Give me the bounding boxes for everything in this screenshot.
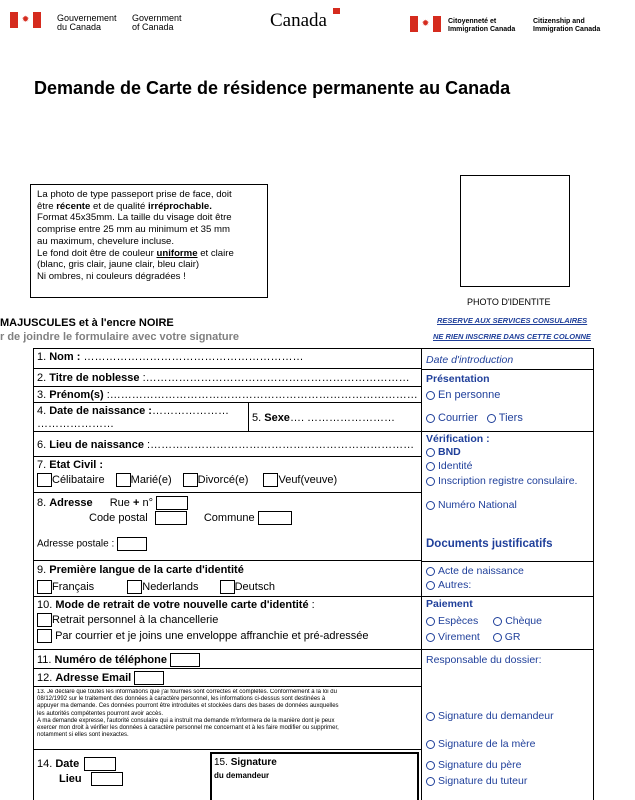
radio-icon bbox=[426, 712, 435, 721]
gov-fr: Gouvernement du Canada bbox=[57, 13, 117, 32]
checkbox-widowed[interactable] bbox=[263, 473, 278, 487]
dept-fr: Citoyenneté et Immigration Canada bbox=[448, 18, 516, 33]
radio-icon bbox=[426, 567, 435, 576]
email-input[interactable] bbox=[134, 671, 164, 685]
radio-gr[interactable]: GR bbox=[493, 631, 521, 643]
radio-in-person[interactable]: En personne bbox=[426, 389, 500, 401]
radio-icon bbox=[426, 617, 435, 626]
radio-icon bbox=[426, 501, 435, 510]
check-sig-applicant[interactable]: Signature du demandeur bbox=[426, 710, 554, 722]
date-introduction: Date d'introduction bbox=[426, 354, 514, 366]
right-line bbox=[422, 431, 594, 432]
postal-commune: Code postal Commune bbox=[89, 511, 292, 525]
checkbox-divorced[interactable] bbox=[183, 473, 198, 487]
caps-note: MAJUSCULES et à l'encre NOIRE bbox=[0, 317, 174, 329]
right-line bbox=[422, 369, 594, 370]
field-birth-place[interactable]: 6. Lieu de naissance :……………………………………………………………… bbox=[37, 439, 415, 451]
flag-right bbox=[410, 16, 441, 32]
field-phone: 11. Numéro de téléphone bbox=[37, 653, 200, 667]
signature-sub: du demandeur bbox=[214, 771, 270, 780]
check-identity[interactable]: Identité bbox=[426, 460, 472, 472]
radio-cash[interactable]: Espèces bbox=[426, 615, 478, 627]
field-civil-status: 7. Etat Civil : bbox=[37, 459, 104, 471]
radio-icon bbox=[426, 633, 435, 642]
check-national-number[interactable]: Numéro National bbox=[426, 499, 517, 511]
pickup-option-1: Retrait personnel à la chancellerie bbox=[37, 613, 218, 627]
radio-icon bbox=[493, 633, 502, 642]
right-column-top bbox=[421, 348, 594, 349]
postal-address-input[interactable] bbox=[117, 537, 147, 551]
postal-code-input[interactable] bbox=[155, 511, 187, 525]
reserve-note: RESERVE AUX SERVICES CONSULAIRES bbox=[437, 316, 588, 325]
check-consular-register[interactable]: Inscription registre consulaire. bbox=[426, 475, 577, 487]
photo-label: PHOTO D'IDENTITE bbox=[467, 297, 551, 307]
language-options: Français Nederlands Deutsch bbox=[37, 580, 275, 594]
checkbox-personal-pickup[interactable] bbox=[37, 613, 52, 627]
radio-transfer[interactable]: Virement bbox=[426, 631, 480, 643]
radio-icon bbox=[426, 391, 435, 400]
payment-header: Paiement bbox=[426, 598, 473, 610]
nothing-note: NE RIEN INSCRIRE DANS CETTE COLONNE bbox=[433, 332, 591, 341]
signature-note: r de joindre le formulaire avec votre signature bbox=[0, 331, 240, 343]
checkbox-german[interactable] bbox=[220, 580, 235, 594]
dept-en: Citizenship and Immigration Canada bbox=[533, 18, 601, 33]
radio-icon bbox=[493, 617, 502, 626]
checkbox-french[interactable] bbox=[37, 580, 52, 594]
field-email: 12. Adresse Email bbox=[37, 671, 164, 685]
radio-third-party[interactable]: Tiers bbox=[487, 412, 523, 424]
right-line bbox=[422, 596, 594, 597]
field-date: 14. Date bbox=[37, 757, 116, 771]
radio-cheque[interactable]: Chèque bbox=[493, 615, 542, 627]
field-4-5-divider bbox=[248, 403, 249, 432]
radio-icon bbox=[426, 414, 435, 423]
right-column-border bbox=[593, 348, 594, 800]
radio-icon bbox=[426, 477, 435, 486]
wordmark-flag-icon bbox=[333, 8, 340, 14]
payment-row-1 bbox=[426, 615, 542, 627]
field-place: Lieu bbox=[59, 772, 123, 786]
checkbox-married[interactable] bbox=[116, 473, 131, 487]
field-address: 8. Adresse Rue + n° bbox=[37, 496, 188, 510]
check-sig-mother[interactable]: Signature de la mère bbox=[426, 738, 535, 750]
flag-left bbox=[10, 12, 41, 28]
field-birth-date[interactable]: 4. Date de naissance :………………… bbox=[37, 405, 229, 417]
check-other[interactable]: Autres: bbox=[426, 579, 471, 591]
field-pickup-mode: 10. Mode de retrait de votre nouvelle carte d'identité : bbox=[37, 599, 315, 611]
checkbox-dutch[interactable] bbox=[127, 580, 142, 594]
field-birth-date-cont: ………………… bbox=[37, 418, 114, 430]
civil-status-options: Célibataire Marié(e) Divorcé(e) Veuf(veuve) bbox=[37, 473, 337, 487]
field-name[interactable]: 1. Nom : …………………………………………………… bbox=[37, 351, 304, 363]
street-number-input[interactable] bbox=[156, 496, 188, 510]
documents-header: Documents justificatifs bbox=[426, 538, 553, 550]
maple-leaf-icon: ✹ bbox=[421, 18, 430, 28]
field-noble-title[interactable]: 2. Titre de noblesse :……………………………………………………………… bbox=[37, 372, 410, 384]
check-sig-father[interactable]: Signature du père bbox=[426, 759, 521, 771]
radio-icon bbox=[426, 581, 435, 590]
checkbox-mail-pickup[interactable] bbox=[37, 629, 52, 643]
page-title: Demande de Carte de résidence permanente au Canada bbox=[34, 78, 511, 98]
radio-icon bbox=[487, 414, 496, 423]
date-input[interactable] bbox=[84, 757, 116, 771]
case-officer: Responsable du dossier: bbox=[426, 654, 542, 666]
declaration-text: 13. Je déclare que toutes les informations que j'ai fournies sont correctes et complètes. Conformément à la loi du 08/12/1992 sur le traitement des données à caractère personnel, les informations ci-dessus sont destinées à appuyer ma demande. Ces données pourront être introduites et stockées dans des bases de données auxquelles les autorités compétentes pourront avoir accès. A ma demande expresse, l'autorité consulaire qui a instruit ma demande m'informera de la manière dont je peux exercer mon droit à vérifier les données à caractère personnel me concernant et à les faire modifier ou supprimer, notamment si elles sont inexactes. bbox=[37, 689, 339, 739]
radio-icon bbox=[426, 462, 435, 471]
check-bnd[interactable]: BND bbox=[426, 446, 461, 458]
field-language: 9. Première langue de la carte d'identité bbox=[37, 564, 244, 576]
gov-en: Government of Canada bbox=[132, 13, 182, 32]
field-first-names[interactable]: 3. Prénom(s) :………………………………………………………………………… bbox=[37, 389, 418, 401]
maple-leaf-icon: ✹ bbox=[21, 14, 30, 24]
radio-mail[interactable]: Courrier bbox=[426, 412, 478, 424]
commune-input[interactable] bbox=[258, 511, 292, 525]
check-sig-guardian[interactable]: Signature du tuteur bbox=[426, 775, 527, 787]
radio-icon bbox=[426, 740, 435, 749]
right-line bbox=[422, 561, 594, 562]
photo-frame[interactable] bbox=[460, 175, 570, 287]
radio-icon bbox=[426, 777, 435, 786]
payment-row-2 bbox=[426, 631, 521, 643]
field-signature: 15. Signature bbox=[214, 757, 277, 768]
check-birth-cert[interactable]: Acte de naissance bbox=[426, 565, 524, 577]
canada-wordmark: Canada bbox=[270, 10, 327, 31]
photo-instructions: La photo de type passeport prise de face, doit être récente et de qualité irréprochable. Format 45x35mm. La taille du visage doit être comprise entre 25 mm au minimum et 35 mm au maximum, chevelure incluse. Le fond doit être de couleur uniforme et claire (blanc, gris clair, jaune clair, bleu clair) Ni ombres, ni couleurs dégradées ! bbox=[30, 184, 268, 298]
place-input[interactable] bbox=[91, 772, 123, 786]
presentation-header: Présentation bbox=[426, 373, 490, 385]
pickup-option-2: Par courrier et je joins une enveloppe affranchie et pré-adressée bbox=[37, 629, 369, 643]
right-line bbox=[422, 649, 594, 650]
phone-input[interactable] bbox=[170, 653, 200, 667]
field-sex[interactable]: 5. Sexe…. …………………… bbox=[252, 412, 396, 424]
radio-mail-tiers bbox=[426, 412, 523, 424]
radio-icon bbox=[426, 761, 435, 770]
postal-address: Adresse postale : bbox=[37, 537, 147, 551]
checkbox-single[interactable] bbox=[37, 473, 52, 487]
verification-header: Vérification : bbox=[426, 433, 490, 445]
radio-icon bbox=[426, 448, 435, 457]
